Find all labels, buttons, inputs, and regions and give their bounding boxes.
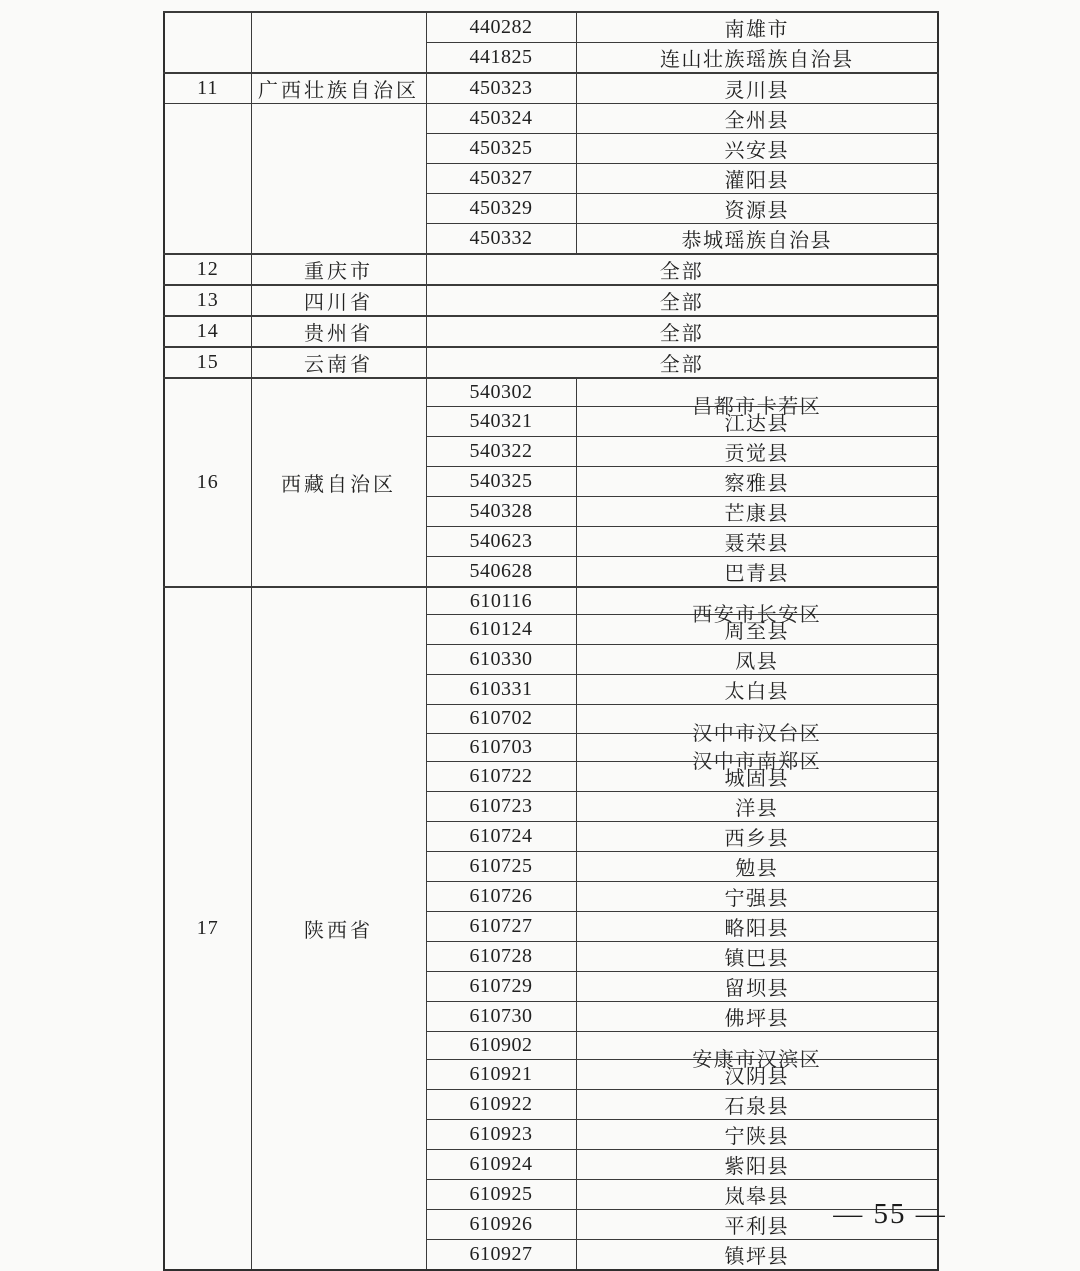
region-name-cell: 连山壮族瑶族自治县 bbox=[576, 43, 938, 74]
table-row bbox=[164, 285, 938, 316]
province-cell: 云南省 bbox=[251, 347, 426, 378]
page-number: — 55 — bbox=[833, 1198, 947, 1230]
row-index-cell: 17 bbox=[164, 587, 251, 1270]
region-code-cell: 450324 bbox=[426, 104, 576, 134]
region-name-cell: 平利县 bbox=[576, 1209, 938, 1239]
table-row bbox=[164, 587, 938, 615]
region-code-cell: 610922 bbox=[426, 1089, 576, 1119]
region-name-cell bbox=[576, 1031, 938, 1071]
region-name-cell: 巴青县 bbox=[576, 556, 938, 587]
row-index-cell: 12 bbox=[164, 254, 251, 285]
region-code-cell: 610722 bbox=[426, 761, 576, 791]
region-name-cell: 芒康县 bbox=[576, 496, 938, 526]
table-row bbox=[164, 73, 938, 104]
region-name-clipped-text: 汉中市南郑区 bbox=[692, 750, 822, 773]
province-cell: 西藏自治区 bbox=[251, 378, 426, 587]
region-code-cell: 610726 bbox=[426, 881, 576, 911]
region-code-cell: 610703 bbox=[426, 733, 576, 761]
region-code-cell: 610924 bbox=[426, 1149, 576, 1179]
table-row bbox=[164, 254, 938, 285]
region-name-cell: 紫阳县 bbox=[576, 1149, 938, 1179]
region-code-cell: 441825 bbox=[426, 43, 576, 74]
region-name-clipped-text: 汉中市汉台区 bbox=[692, 722, 822, 745]
region-code-cell: 540328 bbox=[426, 496, 576, 526]
region-name-cell: 石泉县 bbox=[576, 1089, 938, 1119]
region-name-cell: 宁强县 bbox=[576, 881, 938, 911]
region-code-cell: 610702 bbox=[426, 705, 576, 733]
region-code-cell: 450323 bbox=[426, 73, 576, 104]
region-code-cell: 610923 bbox=[426, 1119, 576, 1149]
region-code-cell: 450327 bbox=[426, 164, 576, 194]
province-cell bbox=[251, 12, 426, 73]
province-cell: 重庆市 bbox=[251, 254, 426, 285]
all-regions-cell: 全部 bbox=[426, 347, 938, 378]
region-name-cell: 宁陕县 bbox=[576, 1119, 938, 1149]
region-code-cell: 450332 bbox=[426, 224, 576, 255]
region-name-clipped-text: 安康市汉滨区 bbox=[692, 1048, 822, 1071]
row-index-cell: 15 bbox=[164, 347, 251, 378]
table-row bbox=[164, 347, 938, 378]
region-code-cell: 540628 bbox=[426, 556, 576, 587]
row-index-cell bbox=[164, 104, 251, 255]
region-name-cell bbox=[576, 378, 938, 418]
region-name-cell: 聂荣县 bbox=[576, 526, 938, 556]
region-name-cell: 兴安县 bbox=[576, 134, 938, 164]
region-name-cell: 贡觉县 bbox=[576, 436, 938, 466]
region-name-cell: 周至县 bbox=[576, 615, 938, 645]
region-code-cell: 540325 bbox=[426, 466, 576, 496]
table-row bbox=[164, 378, 938, 406]
region-name-cell: 洋县 bbox=[576, 791, 938, 821]
region-code-cell: 610725 bbox=[426, 851, 576, 881]
region-name-cell: 太白县 bbox=[576, 675, 938, 705]
region-code-cell: 610927 bbox=[426, 1239, 576, 1270]
region-name-clipped-text: 昌都市卡若区 bbox=[692, 395, 822, 418]
region-name-cell bbox=[576, 705, 938, 745]
region-name-cell: 灌阳县 bbox=[576, 164, 938, 194]
region-name-cell: 西乡县 bbox=[576, 821, 938, 851]
region-name-cell: 恭城瑶族自治县 bbox=[576, 224, 938, 255]
row-index-cell: 14 bbox=[164, 316, 251, 347]
region-name-cell: 留坝县 bbox=[576, 971, 938, 1001]
province-cell: 贵州省 bbox=[251, 316, 426, 347]
region-code-cell: 440282 bbox=[426, 12, 576, 43]
region-code-cell: 610728 bbox=[426, 941, 576, 971]
region-code-cell: 610116 bbox=[426, 587, 576, 615]
region-code-cell: 540321 bbox=[426, 406, 576, 436]
table-row bbox=[164, 104, 938, 134]
region-name-cell: 佛坪县 bbox=[576, 1001, 938, 1031]
province-cell: 陕西省 bbox=[251, 587, 426, 1270]
region-name-clipped-text: 西安市长安区 bbox=[692, 604, 822, 627]
row-index-cell bbox=[164, 12, 251, 73]
region-name-cell: 镇坪县 bbox=[576, 1239, 938, 1270]
region-name-cell: 灵川县 bbox=[576, 73, 938, 104]
region-name-cell: 察雅县 bbox=[576, 466, 938, 496]
region-name-cell bbox=[576, 587, 938, 627]
all-regions-cell: 全部 bbox=[426, 316, 938, 347]
region-code-cell: 610902 bbox=[426, 1031, 576, 1059]
region-name-cell: 略阳县 bbox=[576, 911, 938, 941]
region-name-cell: 凤县 bbox=[576, 645, 938, 675]
region-name-cell: 岚皋县 bbox=[576, 1179, 938, 1209]
region-code-cell: 540623 bbox=[426, 526, 576, 556]
region-code-cell: 540322 bbox=[426, 436, 576, 466]
region-name-cell: 南雄市 bbox=[576, 12, 938, 43]
region-code-cell: 610729 bbox=[426, 971, 576, 1001]
region-name-cell: 江达县 bbox=[576, 406, 938, 436]
region-code-table bbox=[163, 11, 939, 1271]
region-name-cell: 汉阴县 bbox=[576, 1059, 938, 1089]
region-code-cell: 610925 bbox=[426, 1179, 576, 1209]
region-code-cell: 610921 bbox=[426, 1059, 576, 1089]
region-code-cell: 610330 bbox=[426, 645, 576, 675]
row-index-cell: 16 bbox=[164, 378, 251, 587]
region-code-cell: 450325 bbox=[426, 134, 576, 164]
region-code-cell: 610730 bbox=[426, 1001, 576, 1031]
region-code-cell: 610331 bbox=[426, 675, 576, 705]
row-index-cell: 13 bbox=[164, 285, 251, 316]
all-regions-cell: 全部 bbox=[426, 285, 938, 316]
region-name-cell: 全州县 bbox=[576, 104, 938, 134]
region-code-cell: 610124 bbox=[426, 615, 576, 645]
all-regions-cell: 全部 bbox=[426, 254, 938, 285]
region-name-cell: 资源县 bbox=[576, 194, 938, 224]
region-name-cell: 城固县 bbox=[576, 761, 938, 791]
table-row bbox=[164, 316, 938, 347]
region-code-cell: 610727 bbox=[426, 911, 576, 941]
region-table-body bbox=[164, 12, 938, 1270]
region-code-cell: 540302 bbox=[426, 378, 576, 406]
region-code-cell: 610724 bbox=[426, 821, 576, 851]
province-cell: 四川省 bbox=[251, 285, 426, 316]
region-name-cell: 勉县 bbox=[576, 851, 938, 881]
region-name-cell bbox=[576, 733, 938, 773]
region-name-cell: 镇巴县 bbox=[576, 941, 938, 971]
region-code-cell: 610926 bbox=[426, 1209, 576, 1239]
province-cell bbox=[251, 104, 426, 255]
table-row bbox=[164, 12, 938, 43]
region-code-cell: 610723 bbox=[426, 791, 576, 821]
row-index-cell: 11 bbox=[164, 73, 251, 104]
region-code-cell: 450329 bbox=[426, 194, 576, 224]
province-cell: 广西壮族自治区 bbox=[251, 73, 426, 104]
